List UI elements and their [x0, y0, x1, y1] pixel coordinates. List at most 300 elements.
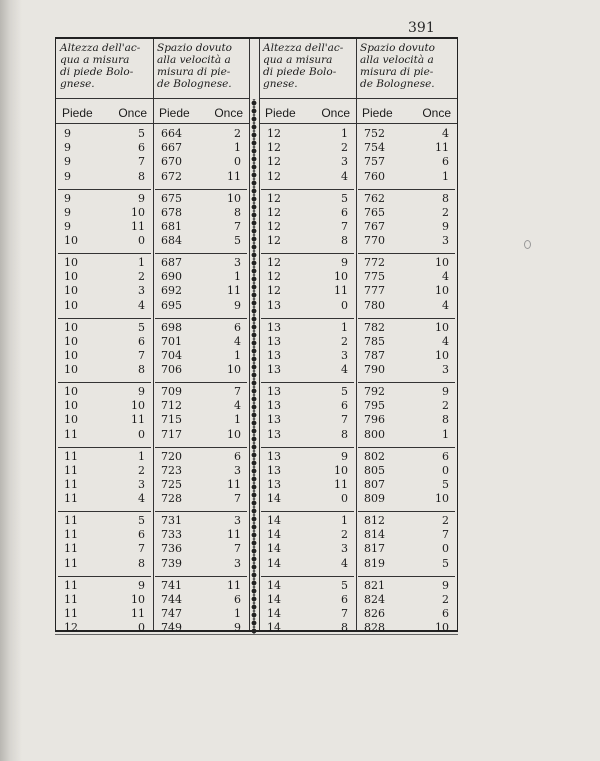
table-row [259, 335, 356, 349]
table-row [259, 607, 356, 621]
table-row [356, 335, 457, 349]
cell-piede: 819 [364, 556, 385, 570]
cell-piede: 733 [161, 528, 182, 542]
table-row [259, 192, 356, 206]
cell-once: 2 [138, 270, 145, 284]
cell-once: 6 [442, 449, 449, 463]
table-row [259, 270, 356, 284]
cell-once: 5 [442, 477, 449, 491]
table-row [56, 478, 153, 492]
cell-piede: 9 [64, 219, 71, 233]
cell-once: 1 [234, 141, 241, 155]
page-number: 391 [408, 20, 435, 36]
cell-piede: 715 [161, 413, 182, 427]
unit-subheader [153, 101, 249, 124]
cell-piede: 12 [267, 219, 281, 233]
cell-piede: 772 [364, 256, 385, 269]
cell-once: 0 [138, 234, 145, 248]
cell-piede: 14 [267, 514, 281, 527]
cell-once: 7 [341, 219, 348, 233]
table-row [153, 492, 249, 506]
cell-piede: 675 [161, 191, 182, 205]
cell-once: 0 [341, 298, 348, 312]
cell-piede: 712 [161, 399, 182, 413]
cell-piede: 11 [64, 556, 78, 570]
cell-piede: 717 [161, 427, 182, 441]
cell-once: 6 [234, 449, 241, 463]
cell-once: 10 [131, 205, 145, 219]
cell-once: 1 [234, 606, 241, 620]
cell-once: 5 [442, 556, 449, 570]
cell-piede: 13 [267, 298, 281, 312]
cell-piede: 13 [267, 449, 281, 463]
cell-piede: 10 [64, 284, 78, 298]
cell-piede: 9 [64, 127, 71, 140]
cell-once: 1 [341, 320, 348, 334]
cell-piede: 14 [267, 578, 281, 592]
table-row [259, 155, 356, 169]
cell-piede: 12 [267, 205, 281, 219]
table-row [259, 349, 356, 363]
cell-once: 11 [227, 284, 241, 298]
table-row [56, 542, 153, 556]
table-row [259, 127, 356, 141]
table-row [259, 141, 356, 155]
cell-once: 5 [138, 514, 145, 527]
unit-once: Once [118, 106, 147, 120]
table-row [153, 428, 249, 442]
cell-piede: 14 [267, 606, 281, 620]
cell-piede: 749 [161, 621, 182, 635]
cell-once: 4 [341, 363, 348, 377]
cell-once: 5 [341, 385, 348, 398]
cell-once: 4 [341, 169, 348, 183]
cell-piede: 11 [64, 449, 78, 463]
bottom-rule [55, 634, 458, 635]
cell-piede: 667 [161, 141, 182, 155]
table-row [56, 413, 153, 427]
cell-piede: 780 [364, 298, 385, 312]
cell-once: 7 [234, 385, 241, 398]
cell-once: 5 [138, 320, 145, 334]
cell-piede: 14 [267, 556, 281, 570]
table-row [356, 270, 457, 284]
cell-piede: 11 [64, 578, 78, 592]
cell-piede: 14 [267, 542, 281, 556]
cell-piede: 814 [364, 528, 385, 542]
table-row [153, 514, 249, 528]
table-row [356, 234, 457, 248]
table-row [356, 192, 457, 206]
cell-once: 1 [442, 169, 449, 183]
table-row [56, 593, 153, 607]
cell-piede: 800 [364, 427, 385, 441]
cell-piede: 11 [64, 477, 78, 491]
cell-piede: 11 [64, 592, 78, 606]
cell-piede: 13 [267, 477, 281, 491]
cell-piede: 681 [161, 219, 182, 233]
cell-piede: 10 [64, 363, 78, 377]
table-row [153, 464, 249, 478]
cell-piede: 782 [364, 320, 385, 334]
cell-piede: 9 [64, 141, 71, 155]
cell-piede: 736 [161, 542, 182, 556]
table-row [356, 579, 457, 593]
cell-once: 10 [227, 427, 241, 441]
cell-piede: 785 [364, 334, 385, 348]
cell-once: 4 [442, 127, 449, 140]
cell-piede: 809 [364, 492, 385, 506]
cell-piede: 13 [267, 320, 281, 334]
table-row [259, 593, 356, 607]
unit-subheader [56, 101, 153, 124]
cell-piede: 741 [161, 578, 182, 592]
table-row [56, 170, 153, 184]
cell-once: 3 [341, 348, 348, 362]
cell-once: 11 [131, 219, 145, 233]
cell-once: 3 [234, 463, 241, 477]
table-row [153, 321, 249, 335]
cell-once: 9 [138, 385, 145, 398]
table-row [259, 514, 356, 528]
table-row [259, 399, 356, 413]
table-row [356, 450, 457, 464]
cell-piede: 13 [267, 348, 281, 362]
cell-piede: 687 [161, 256, 182, 269]
cell-piede: 14 [267, 528, 281, 542]
table-row [259, 170, 356, 184]
table-row [356, 155, 457, 169]
cell-piede: 12 [267, 155, 281, 169]
cell-once: 10 [227, 191, 241, 205]
table-row [356, 170, 457, 184]
cell-once: 1 [234, 413, 241, 427]
cell-piede: 10 [64, 399, 78, 413]
cell-once: 1 [138, 256, 145, 269]
table-row [153, 363, 249, 377]
cell-piede: 11 [64, 492, 78, 506]
cell-once: 7 [234, 542, 241, 556]
cell-once: 10 [334, 270, 348, 284]
cell-piede: 731 [161, 514, 182, 527]
cell-once: 11 [227, 169, 241, 183]
cell-once: 8 [341, 427, 348, 441]
cell-once: 2 [341, 528, 348, 542]
cell-piede: 12 [267, 256, 281, 269]
cell-once: 11 [227, 477, 241, 491]
unit-once: Once [321, 106, 350, 120]
unit-subheader [356, 101, 457, 124]
cell-once: 10 [435, 320, 449, 334]
table-row [259, 492, 356, 506]
cell-piede: 670 [161, 155, 182, 169]
cell-once: 10 [227, 363, 241, 377]
cell-once: 11 [334, 284, 348, 298]
cell-once: 10 [131, 399, 145, 413]
cell-once: 4 [234, 399, 241, 413]
cell-piede: 9 [64, 205, 71, 219]
cell-piede: 14 [267, 592, 281, 606]
cell-piede: 13 [267, 463, 281, 477]
table-row [259, 542, 356, 556]
table-row [259, 299, 356, 313]
table-row [356, 514, 457, 528]
table-row [56, 385, 153, 399]
cell-piede: 684 [161, 234, 182, 248]
table-row [56, 284, 153, 298]
cell-once: 2 [442, 205, 449, 219]
table-row [356, 256, 457, 270]
cell-once: 4 [442, 298, 449, 312]
table-row [356, 478, 457, 492]
cell-piede: 754 [364, 141, 385, 155]
cell-piede: 805 [364, 463, 385, 477]
cell-once: 7 [138, 542, 145, 556]
table-row [356, 593, 457, 607]
cell-once: 2 [442, 514, 449, 527]
table-row [356, 607, 457, 621]
unit-once: Once [214, 106, 243, 120]
table-row [153, 170, 249, 184]
cell-once: 0 [234, 155, 241, 169]
cell-piede: 739 [161, 556, 182, 570]
cell-once: 6 [442, 606, 449, 620]
table-row [56, 141, 153, 155]
table-row [56, 514, 153, 528]
cell-once: 9 [234, 298, 241, 312]
cell-once: 0 [442, 542, 449, 556]
table-row [259, 363, 356, 377]
table-row [259, 206, 356, 220]
cell-once: 8 [138, 363, 145, 377]
cell-once: 10 [435, 284, 449, 298]
table-row [356, 363, 457, 377]
cell-piede: 770 [364, 234, 385, 248]
table-row [56, 234, 153, 248]
table-row [259, 528, 356, 542]
column-header: Spazio dovuto alla velocità a misura di pie- de Bolognese. [153, 39, 249, 99]
table-row [56, 363, 153, 377]
velocity-table [55, 37, 458, 635]
cell-piede: 672 [161, 169, 182, 183]
table-row [153, 127, 249, 141]
table-row [153, 234, 249, 248]
cell-piede: 790 [364, 363, 385, 377]
cell-once: 5 [341, 578, 348, 592]
table-row [259, 413, 356, 427]
table-row [56, 155, 153, 169]
table-row [259, 321, 356, 335]
cell-once: 3 [442, 363, 449, 377]
table-row [356, 385, 457, 399]
cell-once: 11 [131, 606, 145, 620]
cell-piede: 826 [364, 606, 385, 620]
table-row [56, 220, 153, 234]
cell-piede: 12 [267, 234, 281, 248]
unit-once: Once [422, 106, 451, 120]
table-row [153, 593, 249, 607]
table-row [356, 220, 457, 234]
cell-once: 4 [341, 556, 348, 570]
cell-once: 6 [234, 592, 241, 606]
table-row [153, 335, 249, 349]
cell-piede: 690 [161, 270, 182, 284]
cell-once: 7 [341, 606, 348, 620]
cell-once: 1 [234, 270, 241, 284]
table-row [153, 579, 249, 593]
cell-once: 10 [435, 621, 449, 635]
cell-piede: 10 [64, 348, 78, 362]
cell-piede: 12 [267, 141, 281, 155]
table-row [56, 607, 153, 621]
table-row [153, 299, 249, 313]
table-row [56, 399, 153, 413]
cell-once: 0 [341, 492, 348, 506]
table-row [356, 127, 457, 141]
cell-piede: 13 [267, 427, 281, 441]
cell-piede: 12 [267, 127, 281, 140]
cell-once: 6 [442, 155, 449, 169]
cell-piede: 10 [64, 298, 78, 312]
table-row [56, 299, 153, 313]
cell-once: 3 [442, 234, 449, 248]
cell-piede: 752 [364, 127, 385, 140]
cell-once: 8 [138, 169, 145, 183]
cell-piede: 9 [64, 155, 71, 169]
table-row [153, 206, 249, 220]
cell-piede: 11 [64, 514, 78, 527]
cell-once: 10 [131, 592, 145, 606]
cell-once: 7 [341, 413, 348, 427]
table-row [153, 399, 249, 413]
cell-once: 2 [234, 127, 241, 140]
column-header: Spazio dovuto alla velocità a misura di pie- de Bolognese. [356, 39, 457, 99]
cell-piede: 796 [364, 413, 385, 427]
unit-subheader [259, 101, 356, 124]
cell-piede: 817 [364, 542, 385, 556]
cell-once: 9 [234, 621, 241, 635]
table-row [356, 141, 457, 155]
table-row [259, 428, 356, 442]
cell-once: 7 [138, 155, 145, 169]
cell-piede: 13 [267, 334, 281, 348]
cell-once: 7 [442, 528, 449, 542]
cell-once: 6 [341, 592, 348, 606]
cell-once: 5 [234, 234, 241, 248]
table-row [153, 528, 249, 542]
table-row [356, 284, 457, 298]
table-row [356, 321, 457, 335]
table-row [356, 492, 457, 506]
cell-piede: 9 [64, 191, 71, 205]
table-row [56, 428, 153, 442]
table-row [356, 464, 457, 478]
cell-piede: 762 [364, 191, 385, 205]
table-row [56, 621, 153, 635]
table-row [153, 557, 249, 571]
cell-once: 4 [234, 334, 241, 348]
cell-piede: 698 [161, 320, 182, 334]
cell-piede: 792 [364, 385, 385, 398]
cell-once: 3 [138, 284, 145, 298]
table-row [356, 206, 457, 220]
table-row [153, 413, 249, 427]
cell-piede: 13 [267, 385, 281, 398]
cell-piede: 10 [64, 334, 78, 348]
cell-piede: 706 [161, 363, 182, 377]
cell-piede: 701 [161, 334, 182, 348]
table-row [356, 528, 457, 542]
cell-once: 1 [138, 449, 145, 463]
cell-piede: 824 [364, 592, 385, 606]
cell-once: 10 [435, 348, 449, 362]
cell-piede: 12 [64, 621, 78, 635]
cell-piede: 775 [364, 270, 385, 284]
table-row [56, 557, 153, 571]
cell-once: 11 [334, 477, 348, 491]
cell-once: 1 [234, 348, 241, 362]
table-row [259, 284, 356, 298]
cell-once: 8 [341, 621, 348, 635]
cell-piede: 14 [267, 621, 281, 635]
cell-once: 0 [442, 463, 449, 477]
cell-once: 6 [138, 334, 145, 348]
cell-piede: 12 [267, 270, 281, 284]
cell-once: 10 [435, 256, 449, 269]
cell-piede: 692 [161, 284, 182, 298]
cell-once: 11 [227, 528, 241, 542]
cell-once: 0 [138, 427, 145, 441]
cell-piede: 11 [64, 427, 78, 441]
cell-piede: 10 [64, 320, 78, 334]
cell-piede: 777 [364, 284, 385, 298]
cell-once: 7 [234, 492, 241, 506]
cell-once: 9 [341, 256, 348, 269]
cell-once: 11 [131, 413, 145, 427]
cell-once: 4 [442, 270, 449, 284]
cell-once: 5 [341, 191, 348, 205]
cell-once: 7 [138, 348, 145, 362]
cell-piede: 795 [364, 399, 385, 413]
table-row [56, 270, 153, 284]
table-row [356, 413, 457, 427]
table-row [153, 155, 249, 169]
table-row [56, 464, 153, 478]
table-row [153, 385, 249, 399]
cell-once: 1 [341, 127, 348, 140]
cell-piede: 709 [161, 385, 182, 398]
cell-once: 2 [442, 399, 449, 413]
cell-once: 3 [341, 155, 348, 169]
cell-piede: 14 [267, 492, 281, 506]
page-gutter-shadow [0, 0, 22, 761]
cell-piede: 757 [364, 155, 385, 169]
unit-piede: Piede [362, 106, 393, 120]
cell-piede: 723 [161, 463, 182, 477]
cell-once: 3 [234, 256, 241, 269]
column-header: Altezza dell'ac- qua a misura di piede Bolo- gnese. [259, 39, 356, 99]
cell-piede: 744 [161, 592, 182, 606]
cell-piede: 747 [161, 606, 182, 620]
table-row [259, 450, 356, 464]
cell-piede: 767 [364, 219, 385, 233]
cell-piede: 725 [161, 477, 182, 491]
paper-blemish [524, 240, 531, 249]
cell-piede: 812 [364, 514, 385, 527]
cell-piede: 10 [64, 385, 78, 398]
cell-piede: 13 [267, 399, 281, 413]
cell-once: 2 [341, 334, 348, 348]
